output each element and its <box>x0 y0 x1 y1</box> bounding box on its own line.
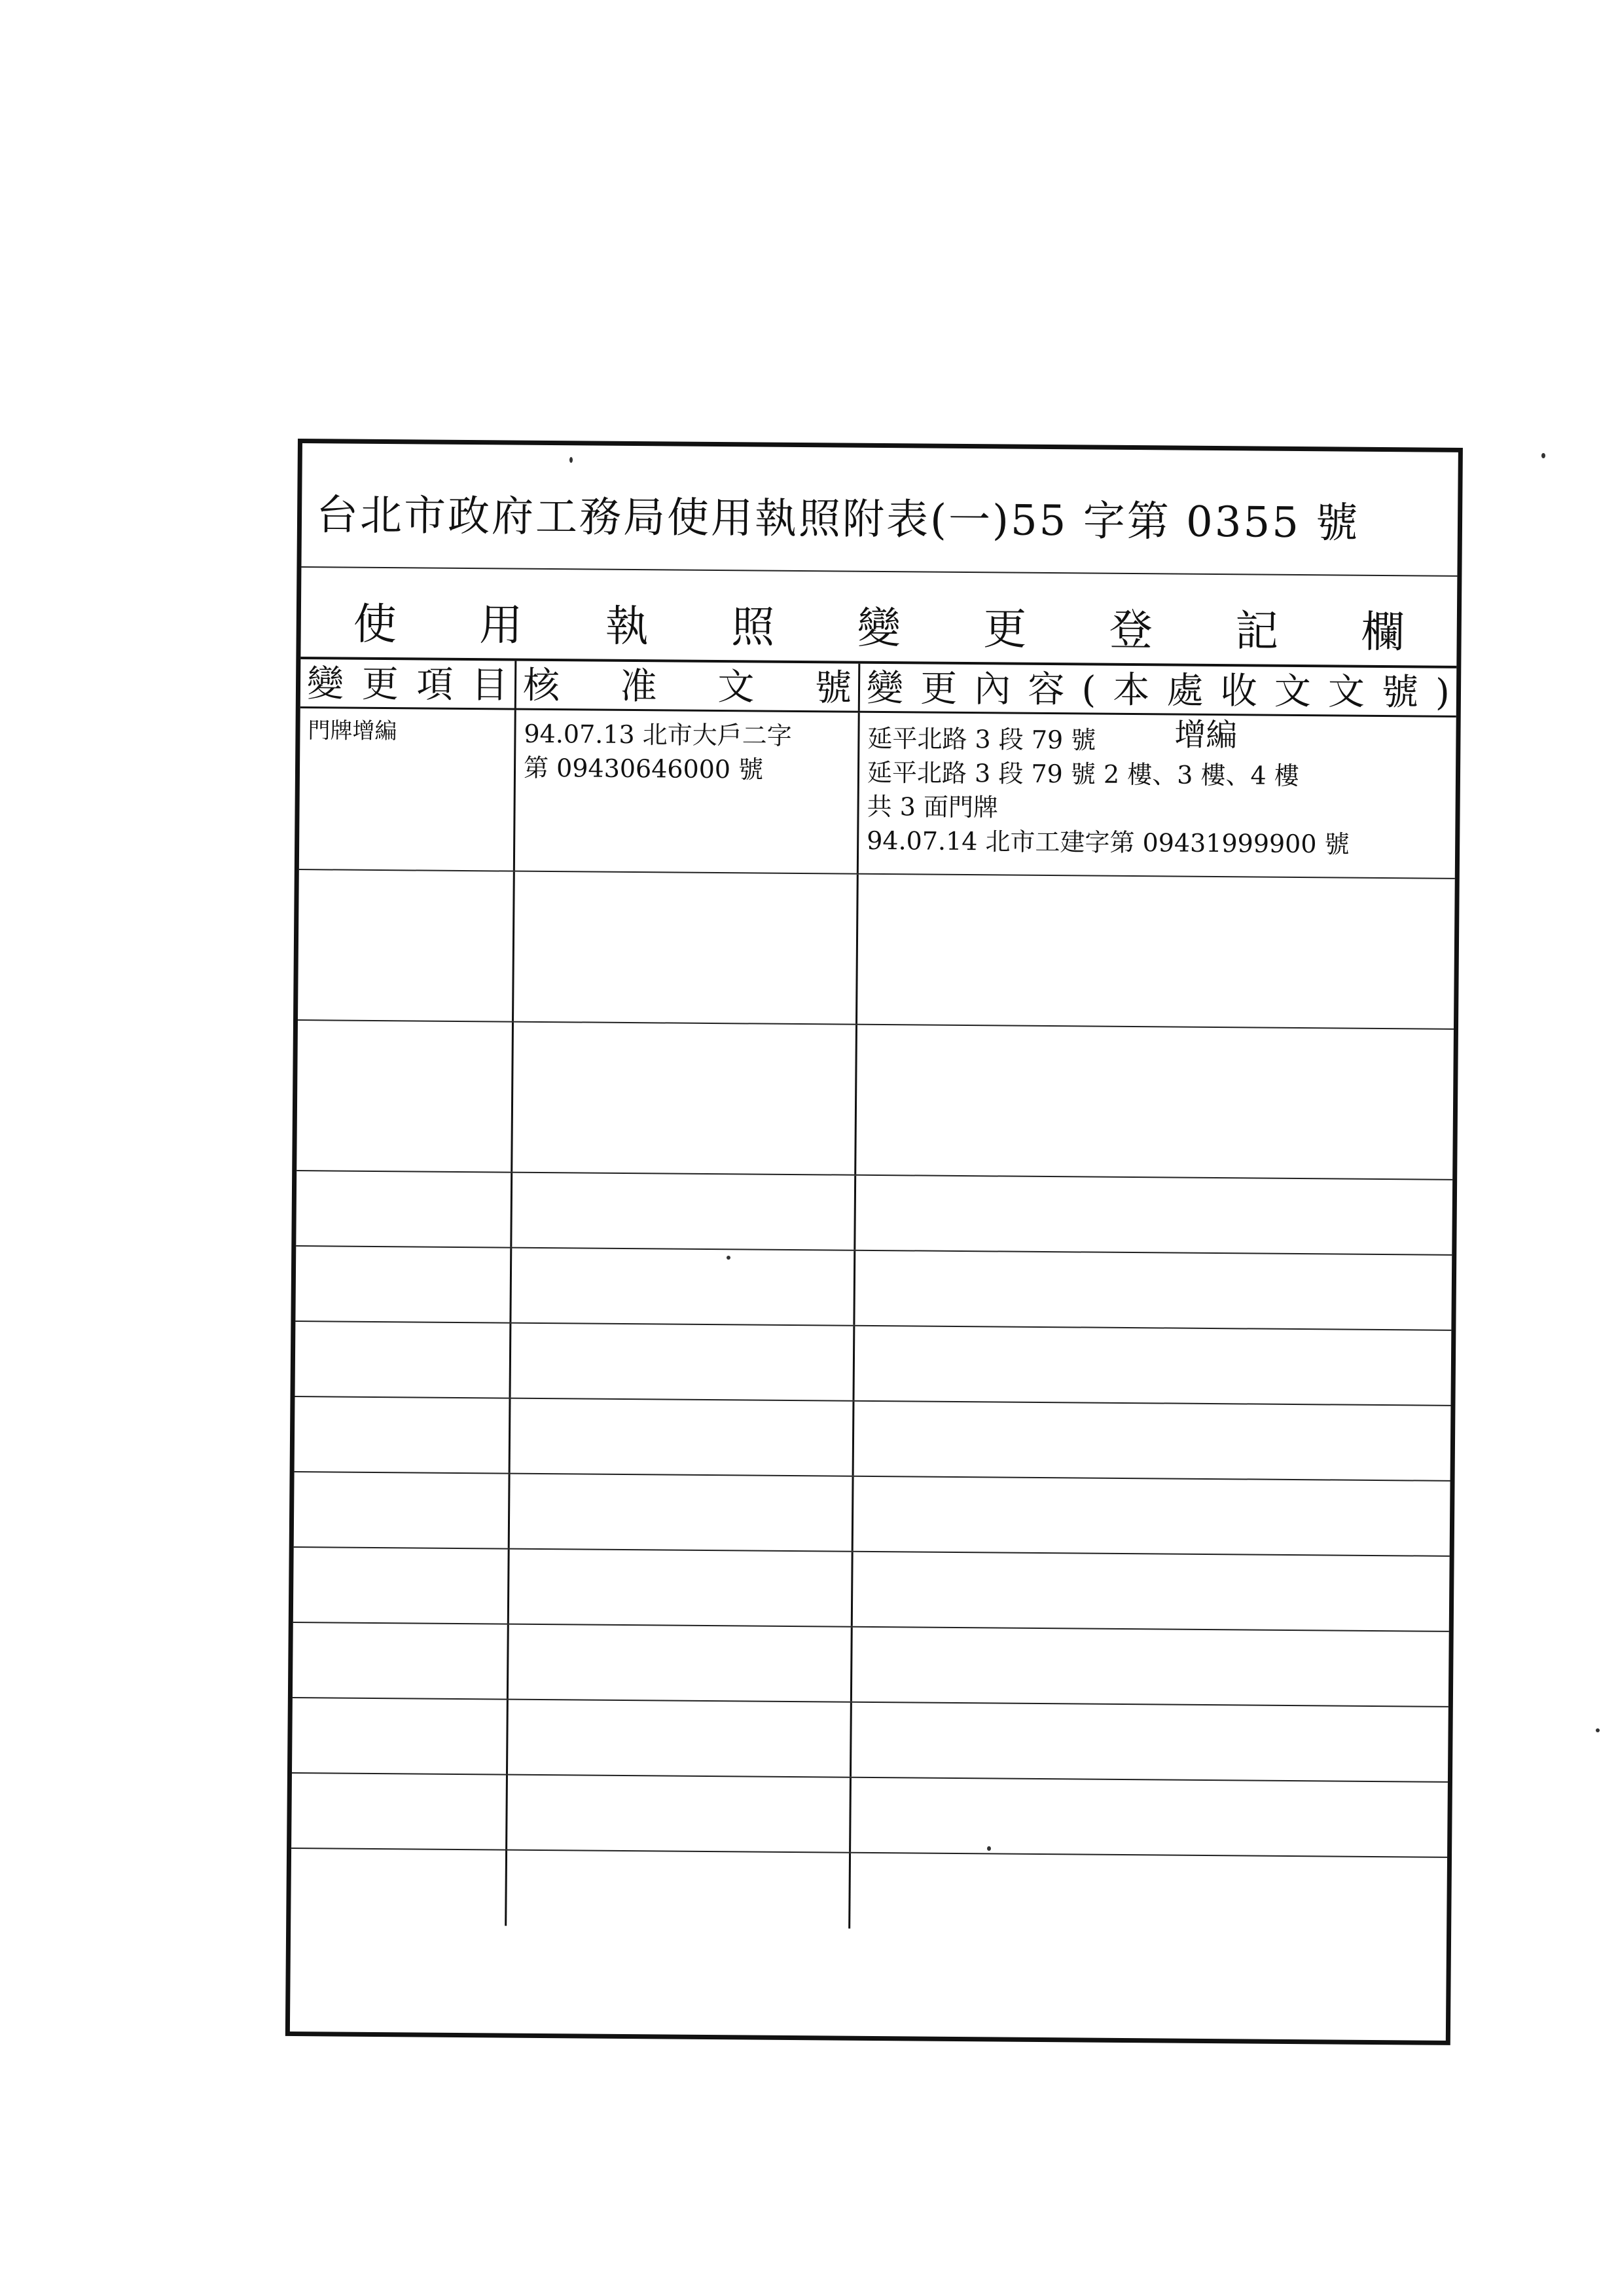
scan-speck <box>727 1256 730 1260</box>
approval-cell <box>515 710 860 873</box>
header-char: 更 <box>920 667 958 710</box>
content-text <box>859 713 1456 869</box>
content-cell <box>853 1552 1450 1631</box>
header-char: 變 <box>306 663 344 706</box>
item-cell <box>295 1397 511 1473</box>
table-row <box>297 1021 1454 1180</box>
registration-form <box>285 439 1463 2045</box>
item-cell <box>295 1247 512 1322</box>
subtitle-char: 欄 <box>1361 606 1405 658</box>
header-char: 本 <box>1113 668 1150 712</box>
scan-speck <box>987 1846 991 1851</box>
item-cell <box>295 1322 512 1398</box>
item-cell <box>292 1698 509 1774</box>
approval-cell <box>511 1248 855 1325</box>
content-cell <box>854 1326 1451 1405</box>
header-char: 核 <box>522 664 560 708</box>
header-char: 文 <box>717 666 755 709</box>
table-row <box>295 1397 1451 1482</box>
approval-cell <box>514 872 859 1024</box>
content-line: 94.07.14 北市工建字第 09431999900 號 <box>867 826 1350 859</box>
content-cell <box>856 1025 1454 1179</box>
item-cell <box>291 1774 508 1850</box>
form-subtitle <box>353 589 1405 660</box>
item-cell <box>293 1623 509 1699</box>
approval-cell <box>511 1324 855 1400</box>
header-char: ( <box>1081 668 1096 712</box>
content-cell <box>857 875 1455 1029</box>
header-char: 准 <box>620 665 657 708</box>
subtitle-row <box>300 568 1457 668</box>
header-char: 收 <box>1220 670 1257 713</box>
header-char: 文 <box>1274 670 1312 714</box>
table-row <box>295 1322 1452 1406</box>
header-char: ) <box>1435 671 1450 714</box>
header-change-item <box>300 659 517 708</box>
approval-line: 第 09430646000 號 <box>523 753 764 784</box>
approval-cell <box>511 1399 855 1476</box>
scan-speck <box>1541 453 1545 458</box>
header-char: 處 <box>1166 669 1204 712</box>
scan-speck <box>569 457 573 463</box>
item-cell <box>299 708 516 871</box>
content-cell <box>854 1477 1450 1556</box>
header-char: 內 <box>973 668 1011 711</box>
item-text: 門牌增編 <box>308 718 397 745</box>
item-cell <box>297 1021 514 1172</box>
table-row <box>293 1548 1450 1632</box>
subtitle-char: 照 <box>730 602 775 653</box>
table-row <box>291 1849 1447 1933</box>
item-cell <box>291 1849 507 1926</box>
item-cell <box>293 1548 510 1624</box>
approval-cell <box>510 1474 854 1551</box>
table-row <box>294 1472 1450 1557</box>
content-line: 共 3 面門牌 <box>867 792 999 822</box>
table-row <box>291 1774 1448 1858</box>
subtitle-char: 更 <box>982 604 1027 655</box>
content-cell <box>854 1402 1451 1480</box>
approval-cell <box>509 1550 854 1626</box>
header-char: 容 <box>1028 668 1065 712</box>
subtitle-char: 使 <box>353 598 397 650</box>
subtitle-char: 用 <box>478 600 523 651</box>
header-char: 號 <box>814 666 852 710</box>
approval-cell <box>507 1776 852 1852</box>
item-cell <box>298 870 515 1021</box>
content-cell <box>855 1176 1452 1254</box>
content-line: 延平北路 3 段 79 號 2 樓、3 樓、4 樓 <box>867 757 1299 791</box>
content-cell <box>852 1628 1449 1706</box>
approval-text <box>516 710 858 794</box>
handwritten-note: 增編 <box>1174 716 1238 754</box>
table-row <box>298 870 1455 1030</box>
header-change-content <box>860 664 1457 716</box>
content-cell <box>855 1251 1452 1330</box>
column-header-row <box>300 659 1457 718</box>
form-title: 台北市政府工務局使用執照附表(一)55 字第 0355 號 <box>315 491 1360 548</box>
approval-cell <box>508 1700 852 1777</box>
header-approval-number <box>516 661 861 711</box>
header-char: 目 <box>471 664 509 707</box>
content-line <box>867 716 1448 760</box>
header-char: 項 <box>416 663 454 706</box>
table-row <box>295 1247 1452 1331</box>
subtitle-char: 執 <box>605 600 649 652</box>
approval-cell <box>512 1173 856 1250</box>
table-row <box>296 1171 1452 1256</box>
approval-line: 94.07.13 北市大戶二字 <box>524 719 792 750</box>
subtitle-char: 登 <box>1109 604 1153 656</box>
approval-cell <box>509 1625 853 1702</box>
address-line: 延平北路 3 段 79 號 <box>867 723 1096 755</box>
subtitle-char: 變 <box>857 602 901 654</box>
header-char: 號 <box>1381 671 1419 714</box>
header-char: 變 <box>866 666 904 710</box>
item-cell <box>294 1472 511 1548</box>
approval-cell <box>507 1851 851 1929</box>
subtitle-char: 記 <box>1234 606 1279 657</box>
table-row <box>292 1698 1448 1783</box>
table-row <box>293 1623 1449 1707</box>
content-cell <box>851 1778 1448 1857</box>
content-cell <box>850 1853 1447 1933</box>
approval-cell <box>512 1023 857 1175</box>
header-char: 文 <box>1327 670 1365 714</box>
content-cell <box>859 713 1456 878</box>
content-cell <box>852 1703 1448 1781</box>
item-cell <box>296 1171 512 1247</box>
header-char: 更 <box>361 663 399 706</box>
scan-speck <box>1596 1728 1600 1732</box>
title-row <box>301 443 1458 577</box>
table-row <box>299 708 1456 879</box>
